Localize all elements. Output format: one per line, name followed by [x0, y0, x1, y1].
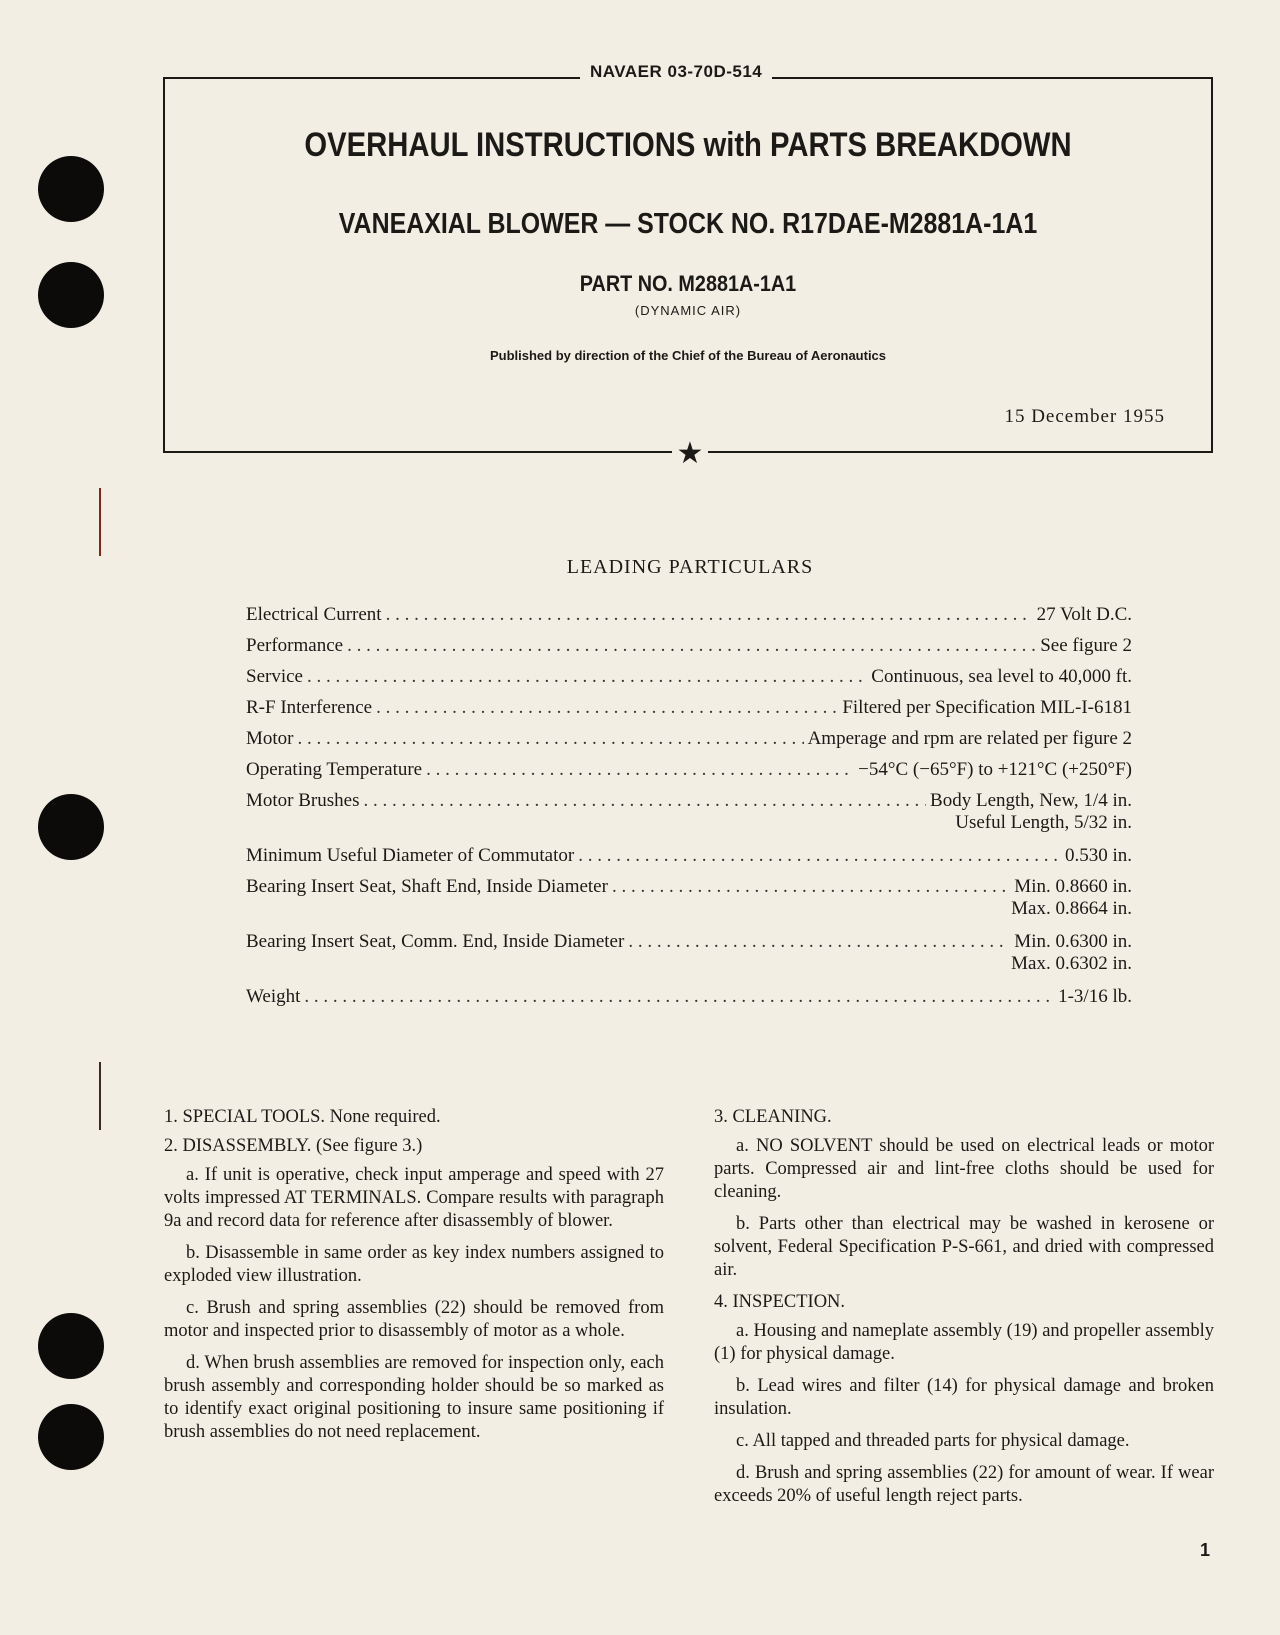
paragraph: d. Brush and spring assemblies (22) for amount of wear. If wear exceeds 20% of useful length reject parts.	[714, 1463, 1214, 1506]
paragraph: c. All tapped and threaded parts for physical damage.	[736, 1431, 1130, 1451]
leader-dots	[307, 666, 867, 688]
particulars-value-line: Min. 0.6300 in.	[1014, 931, 1132, 952]
particulars-label: Service	[246, 666, 303, 687]
leading-particulars-heading: LEADING PARTICULARS	[566, 556, 814, 578]
leader-dots	[363, 790, 926, 812]
document-subtitle: VANEAXIAL BLOWER — STOCK NO. R17DAE-M2881A-1A1	[338, 208, 1038, 240]
leader-dots	[426, 759, 854, 781]
particulars-value-line: Filtered per Specification MIL-I-6181	[842, 697, 1132, 718]
particulars-row	[246, 635, 1132, 666]
section-inspection-heading: 4. INSPECTION.	[714, 1292, 846, 1312]
particulars-row	[246, 931, 1132, 986]
particulars-value	[1011, 931, 1132, 975]
particulars-value-line: −54°C (−65°F) to +121°C (+250°F)	[858, 759, 1132, 780]
margin-mark	[99, 488, 101, 556]
document-number: NAVAER 03-70D-514	[580, 62, 772, 82]
particulars-label: Motor	[246, 728, 294, 749]
particulars-row	[246, 728, 1132, 759]
paragraph: b. Lead wires and filter (14) for physical damage and broken insulation.	[714, 1376, 1214, 1419]
leading-particulars-table	[246, 604, 1132, 1017]
particulars-label: Operating Temperature	[246, 759, 423, 780]
binder-hole	[38, 794, 104, 860]
particulars-value-line: 1-3/16 lb.	[1058, 986, 1132, 1007]
particulars-value-line: Max. 0.8664 in.	[1011, 898, 1132, 919]
publication-date: 15 December 1955	[1004, 406, 1165, 427]
particulars-label: R-F Interference	[246, 697, 373, 718]
particulars-value-line: Useful Length, 5/32 in.	[955, 812, 1132, 833]
leader-dots	[298, 728, 804, 750]
leader-dots	[347, 635, 1036, 657]
paragraph: a. If unit is operative, check input amperage and speed with 27 volts impressed AT TERMINALS. Compare results with paragraph 9a and record data for reference after disassembly of blower.	[164, 1165, 664, 1231]
paragraph: c. Brush and spring assemblies (22) should be removed from motor and inspected prior to disassembly of motor as a whole.	[164, 1298, 664, 1341]
paragraph: b. Parts other than electrical may be washed in kerosene or solvent, Federal Specification P-S-661, and dried with compressed air.	[714, 1214, 1214, 1280]
part-number: PART NO. M2881A-1A1	[579, 271, 797, 296]
particulars-value-line: Amperage and rpm are related per figure 2	[807, 728, 1132, 749]
section-disassembly-heading: 2. DISASSEMBLY. (See figure 3.)	[164, 1136, 423, 1156]
particulars-value-line: 27 Volt D.C.	[1036, 604, 1132, 625]
particulars-value	[858, 759, 1132, 781]
particulars-label: Performance	[246, 635, 344, 656]
leader-dots	[578, 845, 1061, 867]
particulars-row	[246, 790, 1132, 845]
particulars-value	[1037, 604, 1132, 626]
leader-dots	[386, 604, 1033, 626]
particulars-row	[246, 845, 1132, 876]
particulars-row	[246, 759, 1132, 790]
particulars-row	[246, 604, 1132, 635]
page-number: 1	[1199, 1540, 1210, 1560]
section-special-tools: 1. SPECIAL TOOLS. None required.	[164, 1107, 441, 1127]
particulars-value	[1011, 876, 1132, 920]
binder-hole	[38, 156, 104, 222]
section-cleaning-heading: 3. CLEANING.	[714, 1107, 832, 1127]
binder-hole	[38, 1404, 104, 1470]
particulars-row	[246, 876, 1132, 931]
particulars-label: Bearing Insert Seat, Comm. End, Inside Diameter	[246, 931, 625, 952]
particulars-label: Bearing Insert Seat, Shaft End, Inside Diameter	[246, 876, 608, 897]
leader-dots	[628, 931, 1007, 953]
particulars-label: Electrical Current	[246, 604, 382, 625]
right-column	[714, 1106, 1214, 1517]
document-title: OVERHAUL INSTRUCTIONS with PARTS BREAKDOWN	[304, 126, 1072, 164]
particulars-row	[246, 666, 1132, 697]
particulars-value	[871, 666, 1132, 688]
particulars-row	[246, 986, 1132, 1017]
star-icon: ★	[672, 437, 708, 471]
particulars-value	[1040, 635, 1132, 657]
margin-mark	[99, 1062, 101, 1130]
binder-hole	[38, 262, 104, 328]
particulars-label: Minimum Useful Diameter of Commutator	[246, 845, 575, 866]
published-by: Published by direction of the Chief of the Bureau of Aeronautics	[489, 348, 887, 363]
particulars-value	[808, 728, 1132, 750]
particulars-value-line: Max. 0.6302 in.	[1011, 953, 1132, 974]
particulars-value	[930, 790, 1132, 834]
binder-hole	[38, 1313, 104, 1379]
particulars-value-line: Continuous, sea level to 40,000 ft.	[871, 666, 1132, 687]
manufacturer: (DYNAMIC AIR)	[634, 303, 742, 318]
particulars-value-line: Body Length, New, 1/4 in.	[930, 790, 1132, 811]
paragraph: a. NO SOLVENT should be used on electrical leads or motor parts. Compressed air and lint-free cloths should be used for cleaning.	[714, 1136, 1214, 1202]
left-column	[164, 1106, 664, 1453]
leader-dots	[376, 697, 838, 719]
paragraph: d. When brush assemblies are removed for inspection only, each brush assembly and corresponding holder should be so marked as to identify exact original positioning to insure same positioning if brush assemblies do not need replacement.	[164, 1353, 664, 1442]
particulars-label: Motor Brushes	[246, 790, 360, 811]
leader-dots	[304, 986, 1054, 1008]
particulars-value	[842, 697, 1132, 719]
leader-dots	[612, 876, 1007, 898]
particulars-value	[1065, 845, 1132, 867]
paragraph: a. Housing and nameplate assembly (19) and propeller assembly (1) for physical damage.	[714, 1321, 1214, 1364]
particulars-label: Weight	[246, 986, 301, 1007]
particulars-value-line: See figure 2	[1040, 635, 1132, 656]
paragraph: b. Disassemble in same order as key index numbers assigned to exploded view illustration.	[164, 1243, 664, 1286]
particulars-value-line: 0.530 in.	[1064, 845, 1132, 866]
particulars-row	[246, 697, 1132, 728]
particulars-value	[1058, 986, 1132, 1008]
particulars-value-line: Min. 0.8660 in.	[1014, 876, 1132, 897]
